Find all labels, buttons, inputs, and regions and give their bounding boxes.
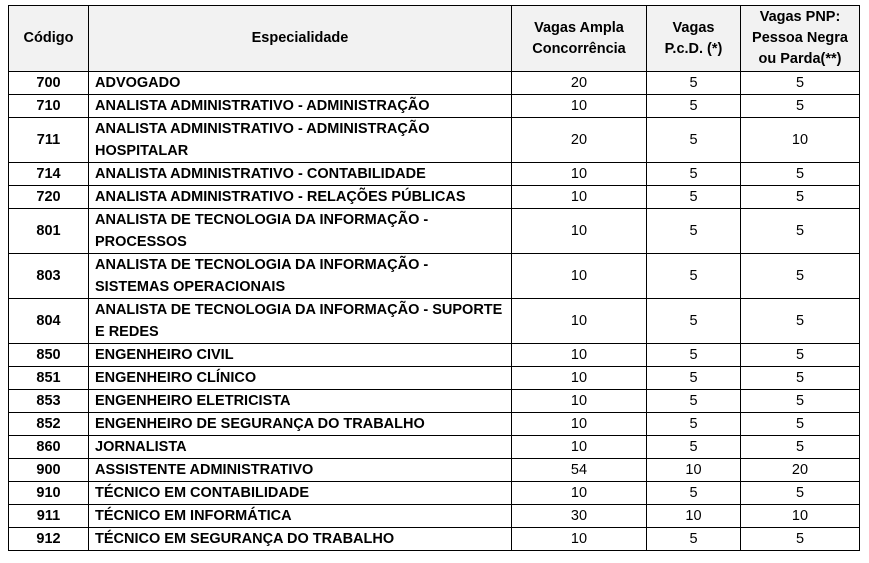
cell-vagas-pcd: 10 <box>647 505 741 528</box>
table-row <box>9 254 860 299</box>
cell-codigo: 700 <box>9 72 89 95</box>
cell-vagas-ampla: 10 <box>512 413 647 436</box>
cell-vagas-pcd: 5 <box>647 299 741 344</box>
header-pnp: Vagas PNP: Pessoa Negra ou Parda(**) <box>741 6 860 72</box>
header-pcd: Vagas P.c.D. (*) <box>647 6 741 72</box>
cell-vagas-pnp: 5 <box>741 528 860 551</box>
cell-codigo: 710 <box>9 95 89 118</box>
cell-vagas-pnp: 20 <box>741 459 860 482</box>
cell-vagas-ampla: 10 <box>512 209 647 254</box>
cell-vagas-ampla: 10 <box>512 344 647 367</box>
table-row <box>9 367 860 390</box>
cell-vagas-pnp: 5 <box>741 367 860 390</box>
table-row <box>9 209 860 254</box>
cell-vagas-pnp: 5 <box>741 72 860 95</box>
cell-codigo: 801 <box>9 209 89 254</box>
cell-vagas-pnp: 5 <box>741 254 860 299</box>
cell-vagas-pnp: 5 <box>741 482 860 505</box>
table-row <box>9 186 860 209</box>
table-row <box>9 118 860 163</box>
cell-codigo: 850 <box>9 344 89 367</box>
cell-especialidade: TÉCNICO EM SEGURANÇA DO TRABALHO <box>89 528 512 551</box>
cell-codigo: 714 <box>9 163 89 186</box>
cell-vagas-ampla: 10 <box>512 254 647 299</box>
cell-vagas-ampla: 10 <box>512 367 647 390</box>
cell-especialidade: ANALISTA ADMINISTRATIVO - ADMINISTRAÇÃO HOSPITALAR <box>89 118 512 163</box>
cell-codigo: 711 <box>9 118 89 163</box>
cell-especialidade: ANALISTA DE TECNOLOGIA DA INFORMAÇÃO - SISTEMAS OPERACIONAIS <box>89 254 512 299</box>
cell-vagas-pcd: 10 <box>647 459 741 482</box>
cell-vagas-pnp: 5 <box>741 436 860 459</box>
cell-vagas-pcd: 5 <box>647 344 741 367</box>
cell-vagas-pcd: 5 <box>647 186 741 209</box>
cell-codigo: 852 <box>9 413 89 436</box>
cell-vagas-pcd: 5 <box>647 367 741 390</box>
cell-especialidade: ADVOGADO <box>89 72 512 95</box>
cell-vagas-ampla: 30 <box>512 505 647 528</box>
cell-especialidade: ANALISTA DE TECNOLOGIA DA INFORMAÇÃO - PROCESSOS <box>89 209 512 254</box>
table-row <box>9 163 860 186</box>
cell-codigo: 860 <box>9 436 89 459</box>
cell-vagas-pcd: 5 <box>647 95 741 118</box>
cell-codigo: 720 <box>9 186 89 209</box>
cell-codigo: 911 <box>9 505 89 528</box>
table-header-row <box>9 6 860 72</box>
cell-vagas-pnp: 10 <box>741 505 860 528</box>
cell-vagas-pnp: 5 <box>741 299 860 344</box>
cell-codigo: 910 <box>9 482 89 505</box>
cell-vagas-pnp: 5 <box>741 209 860 254</box>
cell-vagas-pcd: 5 <box>647 482 741 505</box>
cell-codigo: 912 <box>9 528 89 551</box>
cell-vagas-pnp: 5 <box>741 413 860 436</box>
table-row <box>9 299 860 344</box>
cell-vagas-pcd: 5 <box>647 118 741 163</box>
header-ampla-concorrencia: Vagas Ampla Concorrência <box>512 6 647 72</box>
cell-vagas-ampla: 20 <box>512 72 647 95</box>
cell-vagas-pcd: 5 <box>647 528 741 551</box>
table-row <box>9 482 860 505</box>
cell-vagas-ampla: 10 <box>512 528 647 551</box>
cell-vagas-pcd: 5 <box>647 413 741 436</box>
cell-codigo: 853 <box>9 390 89 413</box>
table-row <box>9 459 860 482</box>
cell-especialidade: ANALISTA ADMINISTRATIVO - RELAÇÕES PÚBLICAS <box>89 186 512 209</box>
cell-especialidade: ENGENHEIRO CLÍNICO <box>89 367 512 390</box>
vacancies-table <box>8 5 860 551</box>
cell-vagas-pcd: 5 <box>647 209 741 254</box>
cell-vagas-pnp: 5 <box>741 344 860 367</box>
cell-vagas-ampla: 10 <box>512 390 647 413</box>
cell-codigo: 851 <box>9 367 89 390</box>
cell-especialidade: ANALISTA ADMINISTRATIVO - ADMINISTRAÇÃO <box>89 95 512 118</box>
cell-vagas-pcd: 5 <box>647 72 741 95</box>
cell-especialidade: ANALISTA ADMINISTRATIVO - CONTABILIDADE <box>89 163 512 186</box>
cell-vagas-ampla: 10 <box>512 95 647 118</box>
table-row <box>9 344 860 367</box>
cell-codigo: 804 <box>9 299 89 344</box>
table-row <box>9 72 860 95</box>
cell-vagas-ampla: 20 <box>512 118 647 163</box>
cell-vagas-pcd: 5 <box>647 163 741 186</box>
cell-especialidade: ENGENHEIRO DE SEGURANÇA DO TRABALHO <box>89 413 512 436</box>
cell-vagas-pcd: 5 <box>647 254 741 299</box>
cell-vagas-ampla: 10 <box>512 163 647 186</box>
cell-vagas-pnp: 5 <box>741 186 860 209</box>
cell-vagas-ampla: 10 <box>512 299 647 344</box>
cell-vagas-ampla: 10 <box>512 436 647 459</box>
cell-especialidade: ENGENHEIRO ELETRICISTA <box>89 390 512 413</box>
header-especialidade: Especialidade <box>89 6 512 72</box>
cell-vagas-pcd: 5 <box>647 390 741 413</box>
cell-codigo: 803 <box>9 254 89 299</box>
table-row <box>9 505 860 528</box>
cell-especialidade: ENGENHEIRO CIVIL <box>89 344 512 367</box>
cell-vagas-pnp: 5 <box>741 163 860 186</box>
cell-especialidade: JORNALISTA <box>89 436 512 459</box>
header-codigo: Código <box>9 6 89 72</box>
cell-vagas-ampla: 10 <box>512 186 647 209</box>
cell-especialidade: ASSISTENTE ADMINISTRATIVO <box>89 459 512 482</box>
table-row <box>9 413 860 436</box>
cell-vagas-pnp: 5 <box>741 95 860 118</box>
cell-especialidade: TÉCNICO EM INFORMÁTICA <box>89 505 512 528</box>
table-row <box>9 528 860 551</box>
cell-codigo: 900 <box>9 459 89 482</box>
table-row <box>9 390 860 413</box>
table-row <box>9 95 860 118</box>
cell-vagas-pnp: 5 <box>741 390 860 413</box>
cell-vagas-pcd: 5 <box>647 436 741 459</box>
cell-vagas-ampla: 54 <box>512 459 647 482</box>
cell-especialidade: TÉCNICO EM CONTABILIDADE <box>89 482 512 505</box>
cell-especialidade: ANALISTA DE TECNOLOGIA DA INFORMAÇÃO - SUPORTE E REDES <box>89 299 512 344</box>
table-row <box>9 436 860 459</box>
cell-vagas-ampla: 10 <box>512 482 647 505</box>
cell-vagas-pnp: 10 <box>741 118 860 163</box>
